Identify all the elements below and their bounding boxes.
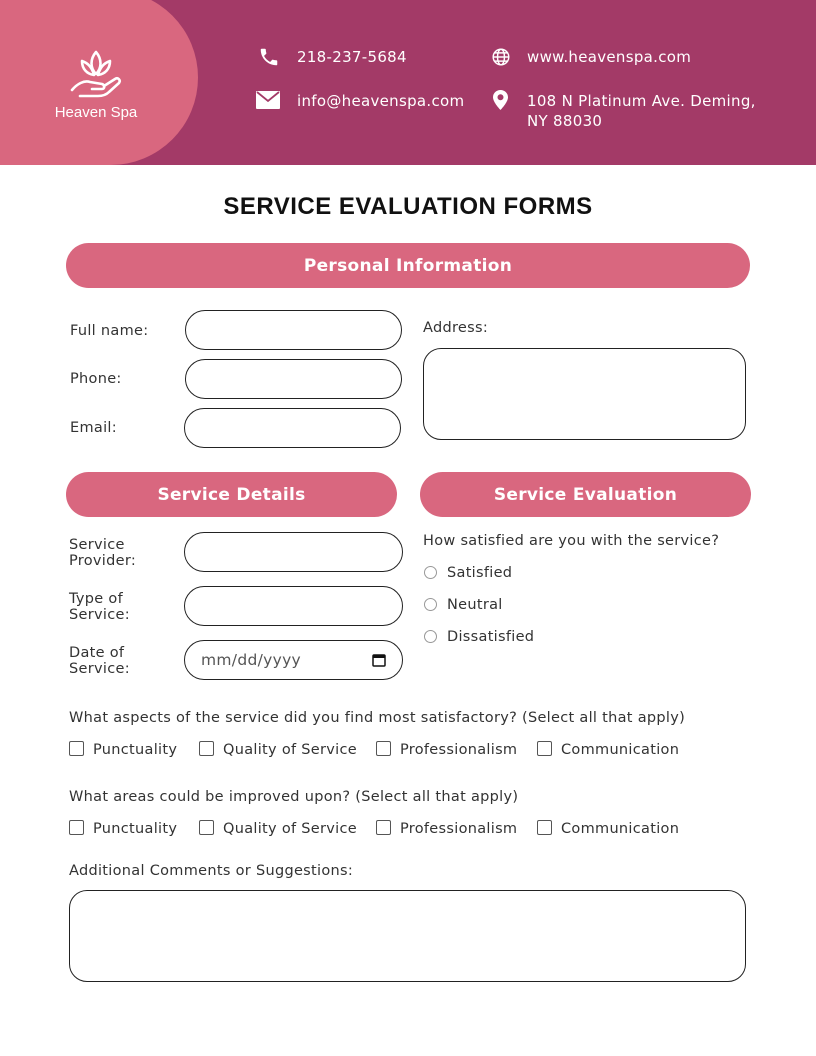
aspects-communication-checkbox[interactable] — [537, 741, 552, 756]
address-label: Address: — [423, 320, 489, 336]
full-name-input[interactable] — [185, 310, 402, 350]
service-date-label: Date of Service: — [69, 645, 130, 677]
phone-input[interactable] — [185, 359, 402, 399]
location-pin-icon — [492, 90, 509, 110]
aspects-question: What aspects of the service did you find most satisfactory? (Select all that apply) — [69, 710, 686, 726]
radio-neutral-label: Neutral — [447, 597, 503, 613]
lotus-hand-logo-icon — [68, 46, 124, 100]
aspects-communication-label: Communication — [561, 742, 680, 758]
aspects-professionalism-label: Professionalism — [400, 742, 518, 758]
service-details-heading: Service Details — [66, 472, 397, 517]
email-address[interactable]: info@heavenspa.com — [297, 92, 465, 110]
service-type-label: Type of Service: — [69, 591, 130, 623]
brand-name: Heaven Spa — [54, 104, 138, 121]
address-line-1: 108 N Platinum Ave. Deming, — [527, 92, 756, 110]
improve-punctuality-checkbox[interactable] — [69, 820, 84, 835]
improve-quality-checkbox[interactable] — [199, 820, 214, 835]
aspects-quality-checkbox[interactable] — [199, 741, 214, 756]
address-textarea[interactable] — [423, 348, 746, 440]
service-date-input[interactable] — [184, 640, 403, 680]
aspects-punctuality-label: Punctuality — [93, 742, 178, 758]
phone-label: Phone: — [70, 371, 122, 387]
satisfaction-question: How satisfied are you with the service? — [423, 533, 720, 549]
radio-neutral[interactable] — [424, 598, 437, 611]
radio-satisfied-label: Satisfied — [447, 565, 513, 581]
aspects-quality-label: Quality of Service — [223, 742, 357, 758]
improve-communication-label: Communication — [561, 821, 680, 837]
mail-icon — [256, 91, 280, 109]
service-evaluation-heading: Service Evaluation — [420, 472, 751, 517]
aspects-punctuality-checkbox[interactable] — [69, 741, 84, 756]
website-link[interactable]: www.heavenspa.com — [527, 48, 692, 66]
page-title: SERVICE EVALUATION FORMS — [223, 193, 593, 220]
comments-textarea[interactable] — [69, 890, 746, 982]
phone-icon — [258, 46, 280, 68]
calendar-icon[interactable] — [372, 653, 386, 667]
address-line-2: NY 88030 — [527, 112, 603, 130]
service-provider-label: Service Provider: — [69, 537, 137, 569]
radio-dissatisfied-label: Dissatisfied — [447, 629, 535, 645]
service-provider-input[interactable] — [184, 532, 403, 572]
improve-question: What areas could be improved upon? (Select all that apply) — [69, 789, 519, 805]
phone-number: 218-237-5684 — [297, 48, 407, 66]
service-type-input[interactable] — [184, 586, 403, 626]
header-banner — [0, 0, 816, 165]
improve-punctuality-label: Punctuality — [93, 821, 178, 837]
email-label: Email: — [70, 420, 117, 436]
date-placeholder: mm/dd/yyyy — [201, 651, 302, 669]
aspects-professionalism-checkbox[interactable] — [376, 741, 391, 756]
radio-satisfied[interactable] — [424, 566, 437, 579]
email-input[interactable] — [184, 408, 401, 448]
comments-label: Additional Comments or Suggestions: — [69, 863, 354, 879]
improve-communication-checkbox[interactable] — [537, 820, 552, 835]
improve-professionalism-checkbox[interactable] — [376, 820, 391, 835]
radio-dissatisfied[interactable] — [424, 630, 437, 643]
improve-quality-label: Quality of Service — [223, 821, 357, 837]
improve-professionalism-label: Professionalism — [400, 821, 518, 837]
personal-information-heading: Personal Information — [66, 243, 750, 288]
globe-icon — [490, 46, 512, 68]
full-name-label: Full name: — [70, 323, 149, 339]
